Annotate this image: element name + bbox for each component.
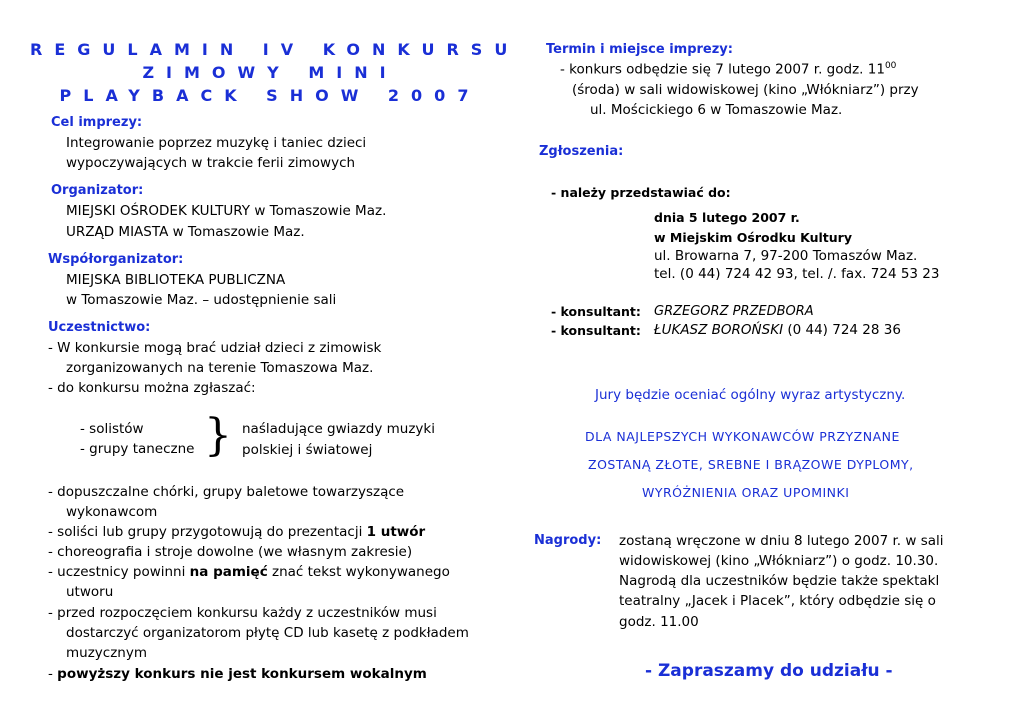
- uczestnictwo-line: - W konkursie mogą brać udział dzieci z zimowisk: [48, 340, 382, 356]
- brace-symbol: }: [204, 410, 232, 461]
- rule-line: [48, 666, 427, 682]
- nagrody-line: Nagrodą dla uczestników będzie także spektakl: [619, 573, 940, 589]
- termin-line: ul. Mościckiego 6 w Tomaszowie Maz.: [590, 102, 843, 118]
- zgloszenia-place: w Miejskim Ośrodku Kultury: [654, 230, 852, 245]
- wspolorganizator-heading: Współorganizator:: [48, 252, 184, 267]
- cel-heading: Cel imprezy:: [51, 115, 143, 130]
- rule-emphasis: 1 utwór: [366, 524, 426, 540]
- jury-statement: Jury będzie oceniać ogólny wyraz artystyczny.: [595, 387, 906, 403]
- konsultant-label: - konsultant:: [551, 323, 641, 338]
- nagrody-label: Nagrody:: [534, 533, 602, 548]
- rule-emphasis: na pamięć: [189, 564, 268, 580]
- konsultant-phone: (0 44) 724 28 36: [783, 322, 901, 338]
- konsultant-name: ŁUKASZ BOROŃSKI: [654, 322, 784, 338]
- zgloszenia-intro: - należy przedstawiać do:: [551, 185, 731, 200]
- title-line-2: ZIMOWY MINI: [142, 63, 398, 82]
- awards-line: WYRÓŻNIENIA ORAZ UPOMINKI: [642, 485, 850, 500]
- termin-line: (środa) w sali widowiskowej (kino „Włókniarz”) przy: [572, 82, 919, 98]
- konsultant-line: [654, 322, 901, 338]
- rule-line: wykonawcom: [66, 504, 158, 520]
- zgloszenia-heading: Zgłoszenia:: [539, 144, 624, 159]
- group-left-item: - grupy taneczne: [80, 441, 195, 457]
- rule-line: utworu: [66, 584, 114, 600]
- title-line-1: REGULAMIN IV KONKURSU: [30, 40, 520, 59]
- uczestnictwo-heading: Uczestnictwo:: [48, 320, 151, 335]
- termin-time-minutes: 00: [884, 61, 897, 71]
- rule-text: - uczestnicy powinni: [48, 564, 190, 580]
- termin-line: [560, 61, 896, 78]
- rule-line: dostarczyć organizatorom płytę CD lub kasetę z podkładem: [66, 625, 469, 641]
- rule-line: [48, 564, 450, 580]
- zgloszenia-date: dnia 5 lutego 2007 r.: [654, 210, 800, 225]
- rule-line: - dopuszczalne chórki, grupy baletowe towarzyszące: [48, 484, 405, 500]
- organizator-heading: Organizator:: [51, 183, 144, 198]
- zgloszenia-address: ul. Browarna 7, 97-200 Tomaszów Maz.: [654, 248, 918, 264]
- wspolorganizator-line: MIEJSKA BIBLIOTEKA PUBLICZNA: [66, 272, 286, 288]
- title-line-3: PLAYBACK SHOW 2007: [59, 86, 481, 105]
- group-left-item: - solistów: [80, 421, 144, 437]
- nagrody-line: widowiskowej (kino „Włókniarz”) o godz. 10.30.: [619, 553, 939, 569]
- group-right-item: naśladujące gwiazdy muzyki: [242, 421, 435, 437]
- rule-line: - przed rozpoczęciem konkursu każdy z uczestników musi: [48, 605, 437, 621]
- rule-line: - choreografia i stroje dowolne (we własnym zakresie): [48, 544, 413, 560]
- rule-line: [48, 524, 425, 540]
- konsultant-label: - konsultant:: [551, 304, 641, 319]
- wspolorganizator-line: w Tomaszowie Maz. – udostępnienie sali: [66, 292, 337, 308]
- uczestnictwo-line: - do konkursu można zgłaszać:: [48, 380, 256, 396]
- termin-heading: Termin i miejsce imprezy:: [546, 42, 733, 57]
- rule-text: - soliści lub grupy przygotowują do prezentacji: [48, 524, 367, 540]
- konsultant-name: GRZEGORZ PRZEDBORA: [654, 304, 814, 319]
- organizator-line: MIEJSKI OŚRODEK KULTURY w Tomaszowie Maz.: [66, 203, 387, 219]
- invitation: - Zapraszamy do udziału -: [645, 661, 893, 681]
- nagrody-line: godz. 11.00: [619, 614, 699, 630]
- rule-emphasis: powyższy konkurs nie jest konkursem wokalnym: [57, 666, 427, 682]
- rule-text: -: [48, 666, 58, 682]
- rule-text: znać tekst wykonywanego: [267, 564, 450, 580]
- uczestnictwo-line: zorganizowanych na terenie Tomaszowa Maz.: [66, 360, 374, 376]
- awards-line: ZOSTANĄ ZŁOTE, SREBNE I BRĄZOWE DYPLOMY,: [588, 457, 914, 472]
- cel-line: Integrowanie poprzez muzykę i taniec dzieci: [66, 135, 367, 151]
- cel-line: wypoczywających w trakcie ferii zimowych: [66, 155, 356, 171]
- rule-line: muzycznym: [66, 645, 147, 661]
- organizator-line: URZĄD MIASTA w Tomaszowie Maz.: [66, 224, 305, 240]
- termin-text: - konkurs odbędzie się 7 lutego 2007 r. godz. 11: [560, 61, 885, 78]
- nagrody-line: teatralny „Jacek i Placek”, który odbędzie się o: [619, 593, 936, 609]
- zgloszenia-phones: tel. (0 44) 724 42 93, tel. /. fax. 724 53 23: [654, 266, 940, 282]
- nagrody-line: zostaną wręczone w dniu 8 lutego 2007 r. w sali: [619, 533, 944, 549]
- group-right-item: polskiej i światowej: [242, 442, 373, 458]
- awards-line: DLA NAJLEPSZYCH WYKONAWCÓW PRZYZNANE: [585, 429, 900, 444]
